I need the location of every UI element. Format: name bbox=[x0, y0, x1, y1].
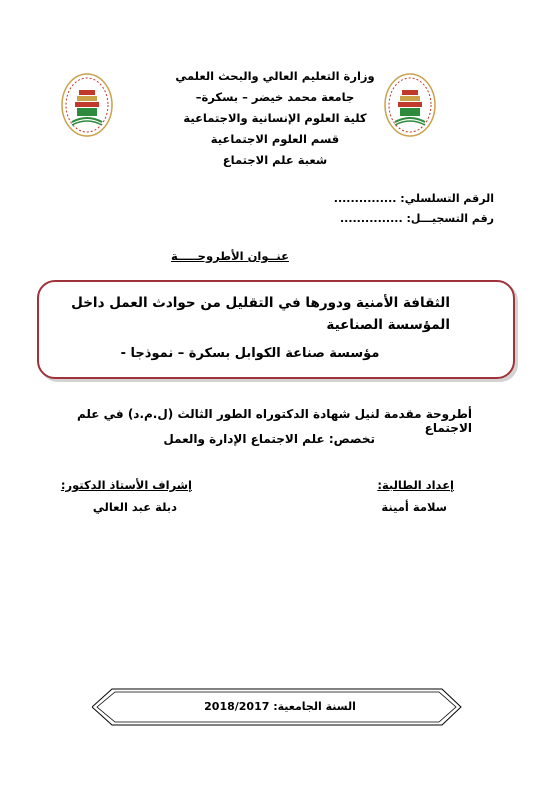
student-name: سلامة أمينة bbox=[381, 500, 447, 514]
thesis-purpose: أطروحة مقدمة لنيل شهادة الدكتوراه الطور الثالث (ل.م.د) في علم الاجتماع bbox=[76, 407, 472, 435]
university-logo-left-icon bbox=[60, 72, 114, 138]
serial-number-field bbox=[334, 192, 494, 205]
registration-label: رقم التسجيـــل: bbox=[406, 212, 494, 225]
branch-name: شعبة علم الاجتماع bbox=[222, 153, 328, 167]
registration-value: ............... bbox=[339, 212, 403, 225]
thesis-subtitle: مؤسسة صناعة الكوابل بسكرة – نموذجا - bbox=[120, 346, 380, 361]
prepared-by-label: إعداد الطالبة: bbox=[377, 478, 454, 492]
thesis-title-label: عنــوان الأطروحـــــة bbox=[171, 249, 289, 263]
serial-value: ............... bbox=[333, 192, 397, 205]
academic-year: السنة الجامعية: 2018/2017 bbox=[204, 700, 356, 713]
thesis-specialty: تخصص: علم الاجتماع الإدارة والعمل bbox=[163, 432, 375, 446]
thesis-title: الثقافة الأمنية ودورها في التقليل من حوادث العمل داخل المؤسسة الصناعية bbox=[71, 295, 450, 333]
faculty-name: كلية العلوم الإنسانية والاجتماعية bbox=[183, 111, 367, 125]
serial-label: الرقم التسلسلي: bbox=[400, 192, 494, 205]
supervisor-name: دبلة عبد العالي bbox=[92, 500, 177, 514]
department-name: قسم العلوم الاجتماعية bbox=[210, 132, 340, 146]
institution-header bbox=[130, 66, 420, 171]
university-name: جامعة محمد خيضر – بسكرة– bbox=[195, 90, 355, 104]
supervisor-label: إشراف الأستاذ الدكتور: bbox=[60, 478, 192, 492]
registration-number-field bbox=[340, 212, 494, 225]
ministry-name: وزارة التعليم العالي والبحث العلمي bbox=[175, 69, 375, 83]
